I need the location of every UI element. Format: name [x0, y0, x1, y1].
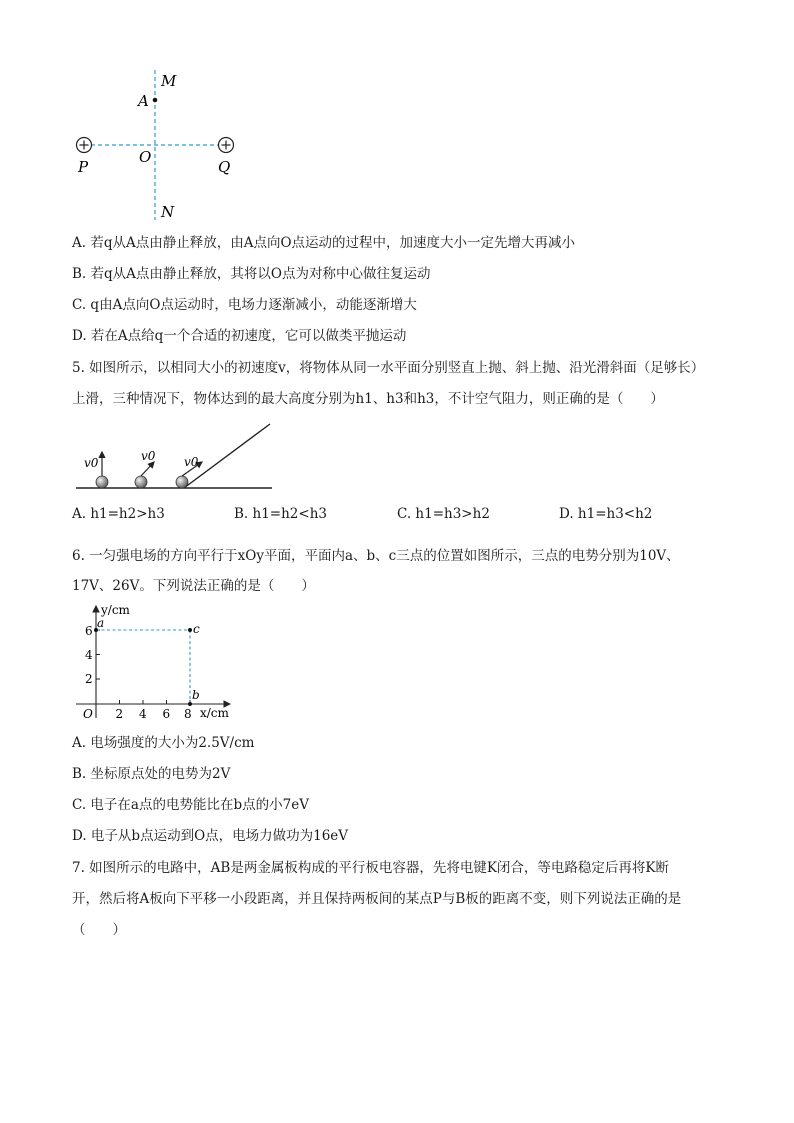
- q7-stem-line2: 开，然后将A板向下平移一小段距离，并且保持两板间的某点P与B板的距离不变，则下列说法正确的是: [72, 891, 682, 907]
- y-tick-label-6: 6: [85, 624, 93, 638]
- q5-figure: [74, 420, 284, 496]
- ball-2: [135, 476, 147, 488]
- v0-label-2: v0: [141, 449, 156, 463]
- ball-1: [96, 476, 108, 488]
- point-A-dot: [153, 98, 158, 103]
- q6-option-d: D. 电子从b点运动到O点，电场力做功为16eV: [72, 828, 349, 844]
- q6-option-b: B. 坐标原点处的电势为2V: [72, 766, 231, 782]
- point-c-dot: [188, 628, 192, 632]
- q7-stem-line1: 7. 如图所示的电路中，AB是两金属板构成的平行板电容器，先将电键K闭合，等电路稳定后再将K断: [72, 860, 670, 876]
- label-A: A: [138, 92, 149, 110]
- point-b-dot: [188, 702, 192, 706]
- q6-stem-line2: 17V、26V。下列说法正确的是（ ）: [72, 578, 315, 594]
- x-tick-label-8: 8: [184, 707, 192, 721]
- label-N: N: [161, 203, 175, 221]
- point-b-label: b: [192, 688, 200, 702]
- label-M: M: [161, 72, 177, 90]
- y-axis-label: y/cm: [101, 603, 130, 617]
- charge-P-icon: [77, 138, 92, 153]
- q4-figure: [70, 64, 250, 224]
- label-Q: Q: [218, 158, 231, 176]
- q4-option-d: D. 若在A点给q一个合适的初速度，它可以做类平抛运动: [72, 328, 407, 344]
- v0-label-1: v0: [84, 456, 99, 470]
- q4-option-b: B. 若q从A点由静止释放，其将以O点为对称中心做往复运动: [72, 266, 431, 282]
- point-c-label: c: [193, 622, 200, 636]
- label-O: O: [139, 148, 152, 166]
- q4-option-a: A. 若q从A点由静止释放，由A点向O点运动的过程中，加速度大小一定先增大再减小: [72, 235, 576, 251]
- q5-option-b: B. h1=h2<h3: [234, 506, 327, 522]
- x-axis-label: x/cm: [200, 706, 229, 720]
- q7-stem-line3: （ ）: [72, 922, 126, 938]
- label-P: P: [78, 158, 89, 176]
- y-tick-label-4: 4: [85, 648, 93, 662]
- y-tick-marks: [96, 630, 100, 679]
- q5-option-a: A. h1=h2>h3: [72, 506, 165, 522]
- q4-option-c: C. q由A点向O点运动时，电场力逐渐减小，动能逐渐增大: [72, 297, 417, 313]
- q5-option-c: C. h1=h3>h2: [397, 506, 490, 522]
- x-tick-label-6: 6: [162, 707, 171, 721]
- q6-coordinate-figure: [72, 600, 242, 724]
- q5-stem-line1: 5. 如图所示，以相同大小的初速度v，将物体从同一水平面分别竖直上抛、斜上抛、沿光滑斜面（足够长）: [72, 360, 705, 376]
- x-tick-marks: [120, 700, 191, 704]
- q5-option-d: D. h1=h3<h2: [559, 506, 653, 522]
- v0-label-3: v0: [184, 455, 199, 469]
- ball-3: [176, 476, 188, 488]
- q6-option-a: A. 电场强度的大小为2.5V/cm: [72, 735, 255, 751]
- origin-label: O: [83, 707, 93, 721]
- q6-option-c: C. 电子在a点的电势能比在b点的小7eV: [72, 797, 309, 813]
- y-tick-label-2: 2: [85, 672, 93, 686]
- charge-Q-icon: [219, 138, 234, 153]
- point-a-label: a: [97, 616, 105, 630]
- x-tick-label-2: 2: [115, 707, 124, 721]
- velocity-arrow-2: [141, 462, 154, 476]
- q6-stem-line1: 6. 一匀强电场的方向平行于xOy平面，平面内a、b、c三点的位置如图所示，三点的电势分别为10V、: [72, 548, 680, 564]
- q5-stem-line2: 上滑，三种情况下，物体达到的最大高度分别为h1、h3和h3，不计空气阻力，则正确的是（ ）: [72, 391, 664, 407]
- x-tick-label-4: 4: [139, 707, 147, 721]
